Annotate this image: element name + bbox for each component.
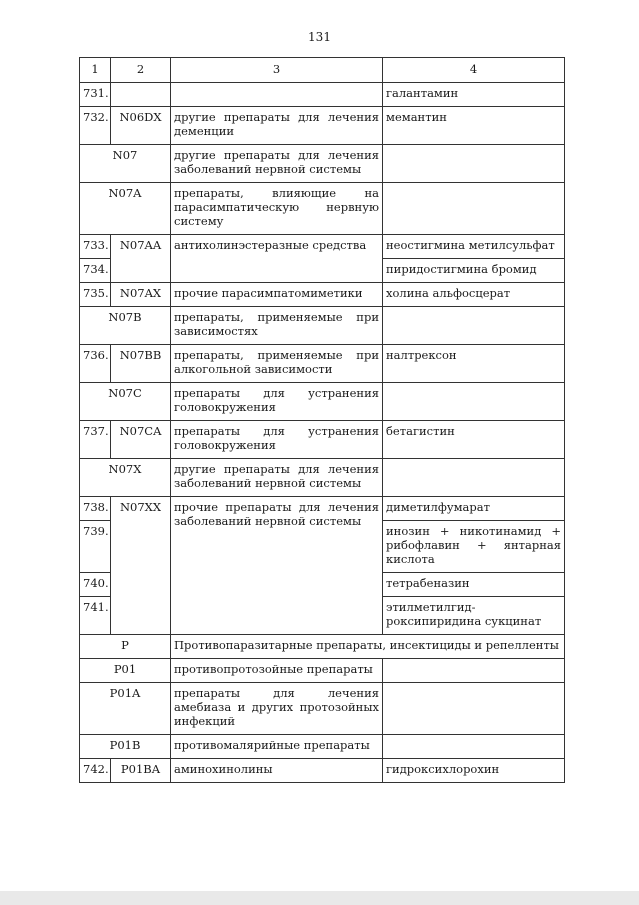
row-number: 741.: [80, 597, 111, 635]
drug-name: [383, 307, 565, 345]
atc-code: N07A: [80, 183, 171, 235]
table-row: [80, 497, 565, 521]
row-number: 742.: [80, 759, 111, 783]
atc-code: N07XX: [111, 497, 171, 635]
drug-name: этилметилгид-роксипиридина сукцинат: [383, 597, 565, 635]
group-description: препараты, влияющие на парасимпатическую нервную систему: [171, 183, 383, 235]
table-row: [80, 635, 565, 659]
table-row: [80, 735, 565, 759]
table-row: [80, 145, 565, 183]
group-description: препараты для лечения амебиаза и других протозойных инфекций: [171, 683, 383, 735]
atc-code: N07CA: [111, 421, 171, 459]
row-number: 740.: [80, 573, 111, 597]
table-row: [80, 235, 565, 259]
table-row: [80, 459, 565, 497]
drug-name: [383, 183, 565, 235]
drug-name: холина альфосцерат: [383, 283, 565, 307]
table-row: [80, 107, 565, 145]
drug-name: инозин + никотинамид + рибофлавин + янтарная кислота: [383, 521, 565, 573]
atc-code: N07AA: [111, 235, 171, 283]
group-description: другие препараты для лечения деменции: [171, 107, 383, 145]
column-header: 4: [383, 58, 565, 83]
group-description: антихолинэстеразные средства: [171, 235, 383, 283]
group-description: аминохинолины: [171, 759, 383, 783]
atc-code: P01A: [80, 683, 171, 735]
table-row: [80, 183, 565, 235]
atc-code: N07C: [80, 383, 171, 421]
drug-name: [383, 145, 565, 183]
group-description: другие препараты для лечения заболеваний нервной системы: [171, 459, 383, 497]
group-description: препараты, применяемые при алкогольной зависимости: [171, 345, 383, 383]
atc-code: N06DX: [111, 107, 171, 145]
viewer-bottom-bar: [0, 891, 639, 905]
group-description: препараты, применяемые при зависимостях: [171, 307, 383, 345]
row-number: 739.: [80, 521, 111, 573]
row-number: 731.: [80, 83, 111, 107]
group-description: препараты для устранения головокружения: [171, 383, 383, 421]
atc-code: P01B: [80, 735, 171, 759]
atc-code: N07BB: [111, 345, 171, 383]
drug-name: тетрабеназин: [383, 573, 565, 597]
drug-name: гидроксихлорохин: [383, 759, 565, 783]
drug-name: диметилфумарат: [383, 497, 565, 521]
atc-code: N07AX: [111, 283, 171, 307]
table-row: [80, 683, 565, 735]
row-number: 736.: [80, 345, 111, 383]
drug-name: пиридостигмина бромид: [383, 259, 565, 283]
group-description: Противопаразитарные препараты, инсектициды и репелленты: [171, 635, 565, 659]
column-header: 3: [171, 58, 383, 83]
row-number: 738.: [80, 497, 111, 521]
group-description: прочие препараты для лечения заболеваний нервной системы: [171, 497, 383, 635]
row-number: 737.: [80, 421, 111, 459]
table-row: [80, 307, 565, 345]
table-row: [80, 759, 565, 783]
row-number: 732.: [80, 107, 111, 145]
drug-name: [383, 459, 565, 497]
table-row: [80, 345, 565, 383]
drug-name: неостигмина метилсульфат: [383, 235, 565, 259]
table-row: [80, 421, 565, 459]
group-description: противопротозойные препараты: [171, 659, 383, 683]
drug-name: [383, 735, 565, 759]
atc-code: P: [80, 635, 171, 659]
drug-name: [383, 383, 565, 421]
column-header: 2: [111, 58, 171, 83]
atc-code: N07X: [80, 459, 171, 497]
group-description: прочие парасимпатомиметики: [171, 283, 383, 307]
group-description: противомалярийные препараты: [171, 735, 383, 759]
row-number: 733.: [80, 235, 111, 259]
table-row: [80, 283, 565, 307]
group-description: другие препараты для лечения заболеваний нервной системы: [171, 145, 383, 183]
table-row: [80, 383, 565, 421]
drug-name: налтрексон: [383, 345, 565, 383]
column-header: 1: [80, 58, 111, 83]
drug-name: [383, 659, 565, 683]
group-description: [171, 83, 383, 107]
atc-code: P01: [80, 659, 171, 683]
atc-code: N07B: [80, 307, 171, 345]
drug-name: бетагистин: [383, 421, 565, 459]
atc-code: P01BA: [111, 759, 171, 783]
table-row: [80, 83, 565, 107]
table-row: [80, 659, 565, 683]
page-number: 131: [308, 30, 331, 44]
table-header-row: [80, 58, 565, 83]
drug-name: галантамин: [383, 83, 565, 107]
atc-code: [111, 83, 171, 107]
drug-classification-table: [79, 57, 565, 783]
drug-name: [383, 683, 565, 735]
row-number: 735.: [80, 283, 111, 307]
drug-name: мемантин: [383, 107, 565, 145]
row-number: 734.: [80, 259, 111, 283]
group-description: препараты для устранения головокружения: [171, 421, 383, 459]
atc-code: N07: [80, 145, 171, 183]
